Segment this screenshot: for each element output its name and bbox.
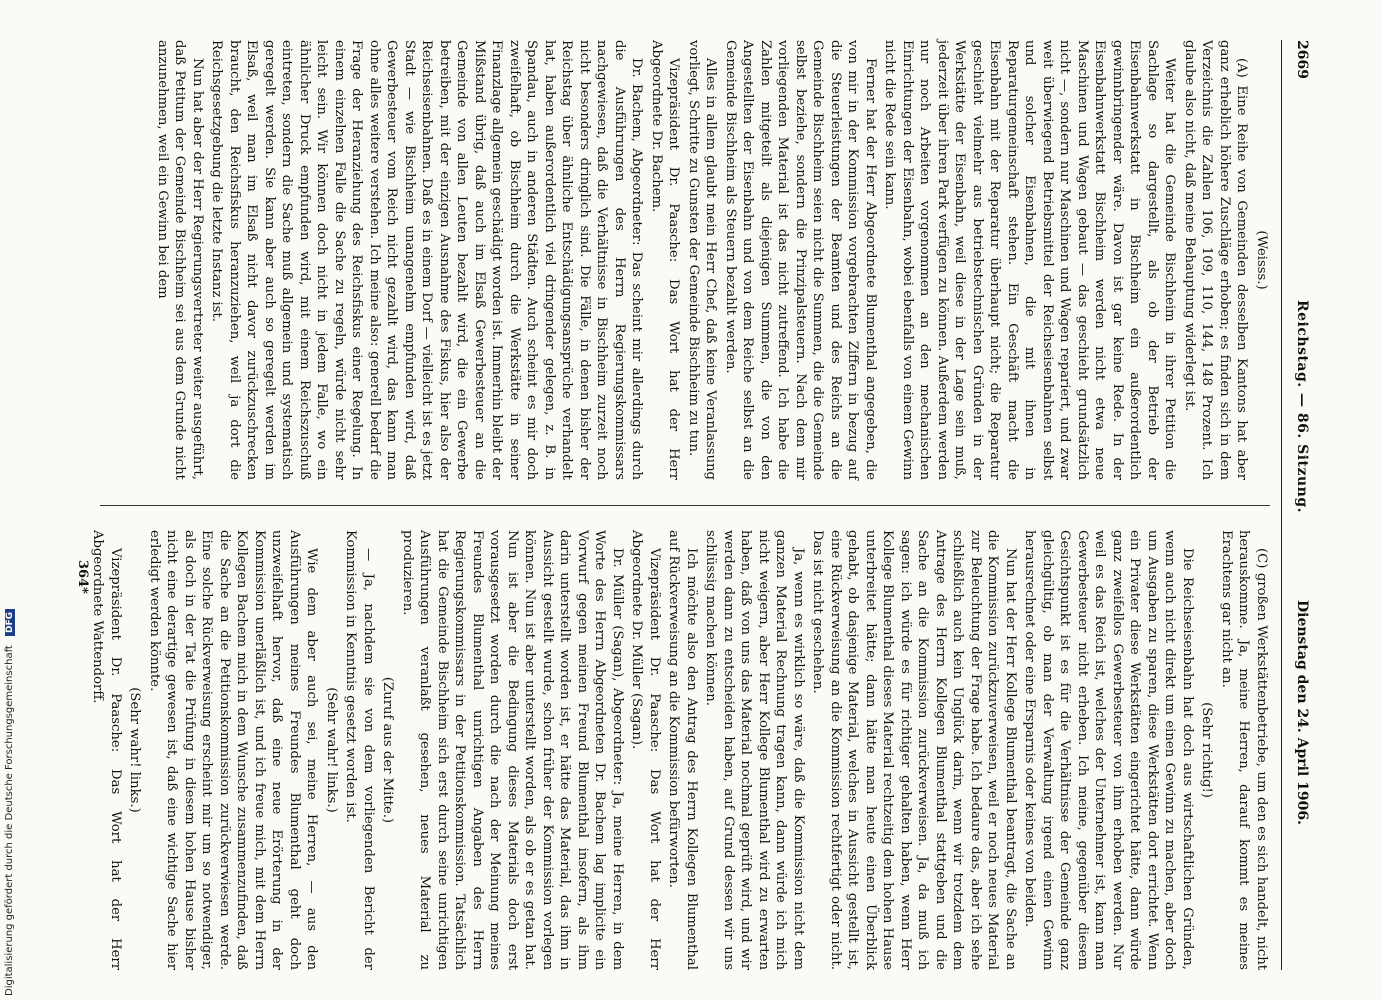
page-title: Reichstag. — 86. Sitzung. (1294, 300, 1310, 513)
paragraph: Vizepräsident Dr. Paasche: Das Wort hat der Herr Abgeordnete Wattendorff. (90, 530, 123, 970)
paragraph: (C) großen Werkstättenbetriebe, um den es sich handelt, nicht herauskomme. Ja, meine Herren, darauf kommt es meines Erachtens gar nicht an. (1219, 530, 1269, 970)
paragraph: Vizepräsident Dr. Paasche: Das Wort hat der Herr Abgeordnete Dr. Müller (Sagan). (629, 530, 662, 970)
paragraph: Wie dem aber auch sei, meine Herren, — aus den Ausführungen meines Freundes Blumenthal geht doch unzweifelhaft hervor, daß eine neue Erörterung in der Kommission unerläßlich ist, und ich freue mich, mit dem Herrn Kollegen Bachem mich in dem Wunsche zusammenzufinden, daß die Sache an die Petitionskommission zurückverwiesen werde. Eine solche Rückverweisung erscheint mir um so notwendiger, als doch in der Tat die Prüfung in diesem hohen Hause bisher nicht eine derartige gewesen ist, daß eine wichtige Sache hier erledigt werden könnte. (147, 530, 320, 970)
right-column (90, 530, 1270, 970)
page-header (1286, 40, 1310, 970)
paragraph: (Sehr richtig!) (1199, 702, 1215, 798)
paragraph: Nun hat aber der Herr Regierungsvertreter weiter ausgeführt, daß Petitum der Gemeinde Bischheim sei aus dem Grunde nicht anzunehmen, weil ein Gewinn bei dem (155, 40, 205, 480)
paragraph: (Sehr wahr! links.) (127, 687, 143, 813)
paragraph: Ja, wenn es wirklich so wäre, daß die Kommission nicht dem ganzen Material Rechnung tragen kann, dann würde ich mich nicht weigern, aber Herr Kollege Blumenthal wird zu erwarten haben, daß von uns das Material nochmal geprüft wird, und wir werden dann zu entscheiden haben, auf Grund dessen wir uns schlüssig machen können. (703, 530, 806, 970)
header-rule (1281, 40, 1282, 970)
paragraph: Dr. Müller (Sagan), Abgeordneter: Ja, meine Herren, in dem Worte des Herrn Abgeordneten Dr. Bachem lag implicite ein Vorwurf gegen meinen Freund Blumenthal insofern, als ihm darin unterstellt worden ist, er hätte das Material, das ihm in Aussicht gestellt wurde, schon früher der Kommission vorlegen können. Nun ist aber unterstellt worden, als ob er es getan hat. Nun ist aber die Bedingung dieses Materials doch erst vorausgesetzt worden durch die nach der Meinung meines Freundes Blumenthal unrichtigen Angaben des Herrn Regierungskommissars in der Petitionskommission. Tatsächlich hat die Gemeinde Bischheim sich erst durch seine unrichtigen Ausführungen veranlaßt gesehen, neues Material zu produzieren. (400, 530, 625, 970)
dfg-credit (4, 609, 15, 996)
page-number: 2669 (1294, 40, 1310, 79)
left-column (100, 40, 1270, 480)
paragraph: Weiter hat die Gemeinde Bischheim in ihrer Petition die Sachlage so dargestellt, als ob der Betrieb der Eisenbahnwerkstatt in Bischheim ein außerordentlich gewinnbringender wäre. Davon ist gar keine Rede. In der Eisenbahnwerkstatt Bischheim werden nicht etwa neue Maschinen und Wagen gebaut — das geschieht grundsätzlich nicht —, sondern nur Maschinen und Wagen repariert, und zwar weit überwiegend Betriebsmittel der Reichseisenbahnen selbst und solcher Eisenbahnen, die mit ihnen in Reparaturgemeinschaft stehen. Ein Geschäft macht die Eisenbahn mit der Reparatur überhaupt nicht; die Reparatur geschieht vielmehr aus betriebstechnischen Gründen in der Werkstätte der Eisenbahn, weil diese in der Lage sein muß, jederzeit über ihren Park verfügen zu können. Außerdem werden nur noch Arbeiten vorgenommen an den mechanischen Einrichtungen der Eisenbahn, wobei ebenfalls von einem Gewinn nicht die Rede sein kann. (882, 40, 1178, 480)
page-date: Dienstag den 24. April 1906. (1294, 600, 1310, 825)
paragraph: Nun hat der Herr Kollege Blumenthal beantragt, die Sache an die Kommission zurückzuverweisen, weil er noch neues Material zur Beleuchtung der Frage habe. Ich bedaure das, aber ich sehe schließlich auch kein Unglück darin, wenn wir trotzdem dem Antrage des Herrn Kollegen Blumenthal stattgeben und die Sache an die Kommission zurückverweisen. Ja, da muß ich sagen: ich würde es für richtiger gehalten haben, wenn Herr Kollege Blumenthal dieses Material rechtzeitig dem hohen Hause unterbreitet hätte; dann hätte man heute einen Überblick gehabt, ob dasjenige Material, welches in Aussicht gestellt ist, eine Rückverweisung an die Kommission rechtfertigt oder nicht. Das ist nicht geschehen. (810, 530, 1018, 970)
paragraph: Vizepräsident Dr. Paasche: Das Wort hat der Herr Abgeordnete Dr. Bachem. (649, 40, 682, 480)
paragraph: (Weisss.) (1254, 230, 1269, 290)
paragraph: (Sehr wahr! links.) (324, 687, 339, 813)
rotated-page (60, 40, 1310, 970)
paragraph: Dr. Bachem, Abgeordneter: Das scheint mir allerdings durch die Ausführungen des Herrn Regierungskommissars nachgewiesen, daß die Verhältnisse in Bischheim zurzeit noch nicht besonders dringlich sind. Die Fälle, in denen bisher der Reichstag über ähnliche Entschädigungsansprüche verhandelt hat, haben außerordentlich viel dringender gelegen, z. B. in Spandau, auch in anderen Städten. Auch scheint es mir doch zweifelhaft, ob Bischheim durch die Werkstätte in seiner Finanzlage allgemein geschädigt worden ist. Immerhin bleibt der Mißstand übrig, daß auch im Elsaß Gewerbesteuer an die Gemeinde von allen Leuten bezahlt wird, die ein Gewerbe betreiben, mit der einzigen Ausnahme des Fiskus, hier also der Reichseisenbahnen. Daß es in einem Dorf — vielleicht ist es jetzt Stadt — wie Bischheim unangenehm empfunden wird, daß Gewerbesteuer vom Reich nicht gezahlt wird, das kann man ohne alles weitere verstehen. Ich meine also: generell bedarf die Frage der Heranziehung des Reichsfiskus einer Regelung. In einem einzelnen Falle die Sache zu regeln, würde nicht sehr leicht sein. Wir können doch nicht in jedem Falle, wo ein ähnlicher Druck empfunden wird, mit einem Reichszuschuß eintreten, sondern die Sache muß allgemein und systematisch geregelt werden. Sie kann aber auch so geregelt werden im Elsaß, weil man im Elsaß nicht davor zurückzuschrecken braucht, den Reichsfiskus heranzuziehen, weil ja dort die Reichsgesetzgebung die letzte Instanz ist. (209, 40, 645, 480)
footer-signature: 364* (75, 560, 90, 594)
credit-text: Digitalisierung gefördert durch die Deutsche Forschungsgemeinschaft (4, 645, 15, 996)
paragraph: Alles in allem glaubt mein Herr Chef, daß keine Veranlassung vorliegt, Schritte zu Gunsten der Gemeinde Bischheim zu tun. (686, 40, 719, 480)
paragraph: — Ja, nachdem sie von dem vorliegenden Bericht der Kommission in Kenntnis gesetzt worden ist. (343, 530, 376, 970)
paragraph: Ich möchte also den Antrag des Herrn Kollegen Blumenthal auf Rückverweisung an die Kommission befürworten. (666, 530, 699, 970)
column-divider (100, 505, 1270, 506)
paragraph: (Zuruf aus der Mitte.) (380, 676, 396, 824)
paragraph: (A) Eine Reihe von Gemeinden desselben Kantons hat aber ganz erheblich höhere Zuschläge erhoben; es finden sich in dem Verzeichnis die Zahlen 106, 109, 110, 144, 148 Prozent. Ich glaube also nicht, daß meine Behauptung widerlegt ist. (1182, 40, 1250, 480)
dfg-logo: DFG (5, 609, 15, 636)
paragraph: Ferner hat der Herr Abgeordnete Blumenthal angegeben, die von mir in der Kommission vorgebrachten Ziffern in bezug auf die Steuerleistungen der Beamten und des Reichs an die Gemeinde Bischheim seien nicht die Summen, die die Gemeinde selbst beziehe, sondern die Prinzipalsteuern. Nach dem mir vorliegenden Material ist das nicht zutreffend. Ich habe die Zahlen mitgeteilt als diejenigen Summen, die von den Angestellten der Eisenbahn und von dem Reiche selbst an die Gemeinde Bischheim als Steuern bezahlt werden. (723, 40, 878, 480)
paragraph: Die Reichseisenbahn hat doch aus wirtschaftlichen Gründen, wenn auch nicht direkt um einen Gewinn zu machen, aber doch um Ausgaben zu sparen, diese Werkstätten dort errichtet. Wenn ein Privater diese Werkstätten eingerichtet hätte, dann würde ganz zweifellos Gewerbesteuer von ihm erhoben werden. Nur weil es das Reich ist, welches der Unternehmer ist, kann man Gewerbesteuer nicht erheben. Ich meine, gegenüber diesem Gesichtspunkt ist es für die Verhältnisse der Gemeinde ganz gleichgültig, ob man der Verwaltung irgend einen Gewinn herausrechnet oder eine Ersparnis oder keines von beiden. (1022, 530, 1195, 970)
